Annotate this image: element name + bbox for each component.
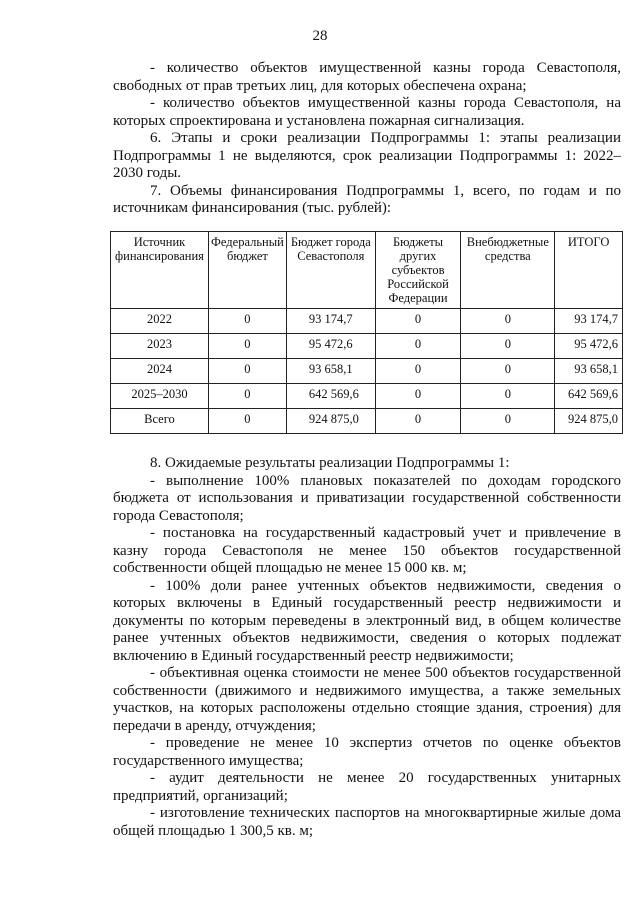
table-cell: 0 (461, 384, 555, 409)
table-cell: 0 (208, 309, 286, 334)
table-cell: 924 875,0 (286, 409, 375, 434)
table-cell: 2024 (111, 359, 209, 384)
table-cell: 2025–2030 (111, 384, 209, 409)
paragraph-registry-digitization: - 100% доли ранее учтенных объектов недвижимости, сведения о которых включены в Единый государственный реестр недвижимости и документы по которым переведены в электронный вид, в общем количестве ранее учтенных объектов недвижимости, сведения о которых подлежат включению в Единый государственный реестр недвижимости; (113, 577, 621, 664)
paragraph-fire-alarm-objects: - количество объектов имущественной казны города Севастополя, на которых спроектирована и установлена пожарная сигнализация. (113, 95, 621, 129)
table-cell: 93 658,1 (286, 359, 375, 384)
table-cell: 93 658,1 (555, 359, 623, 384)
paragraph-expertise: - проведение не менее 10 экспертиз отчетов по оценке объектов государственного имущества; (113, 735, 621, 769)
header-city-budget: Бюджет города Севастополя (286, 232, 375, 309)
table-header-row (111, 232, 623, 309)
table-cell: 95 472,6 (555, 334, 623, 359)
table-cell: 93 174,7 (286, 309, 375, 334)
table-cell: 0 (375, 384, 461, 409)
paragraph-valuation: - объективная оценка стоимости не менее 500 объектов государственной собственности (движимого и недвижимого имущества, а также земельных участков, на которых расположены отдельно стоящие здания, строения) для передачи в аренду, отчуждения; (113, 665, 621, 734)
paragraph-stages-terms: 6. Этапы и сроки реализации Подпрограммы 1: этапы реализации Подпрограммы 1 не выделяются, срок реализации Подпрограммы 1: 2022–2030 годы. (113, 130, 621, 181)
table-cell: 2022 (111, 309, 209, 334)
table-cell: 0 (208, 334, 286, 359)
table-cell: 0 (375, 309, 461, 334)
paragraph-expected-results: 8. Ожидаемые результаты реализации Подпрограммы 1: (150, 455, 510, 471)
header-other-subjects: Бюджеты других субъектов Российской Федерации (375, 232, 461, 309)
table-cell: Всего (111, 409, 209, 434)
table-cell: 0 (461, 409, 555, 434)
table-cell: 0 (461, 359, 555, 384)
table-cell: 0 (461, 334, 555, 359)
table-cell: 924 875,0 (555, 409, 623, 434)
table-row (111, 384, 623, 409)
paragraph-tech-passports: - изготовление технических паспортов на многоквартирные жилые дома общей площадью 1 300,5 кв. м; (113, 805, 621, 839)
paragraph-audit: - аудит деятельности не менее 20 государственных унитарных предприятий, организаций; (113, 770, 621, 804)
table-cell: 2023 (111, 334, 209, 359)
table-cell: 642 569,6 (555, 384, 623, 409)
top-text-block (113, 60, 621, 218)
bottom-text-block (113, 455, 621, 840)
paragraph-budget-income: - выполнение 100% плановых показателей по доходам городского бюджета от использования и приватизации государственной собственности города Севастополя; (113, 472, 621, 524)
table-row (111, 309, 623, 334)
header-source: Источник финансирования (111, 232, 209, 309)
paragraph-cadastral-registration: - постановка на государственный кадастровый учет и привлечение в казну города Севастополя не менее 150 объектов государственной собственности общей площадью не менее 15 000 кв. м; (113, 525, 621, 576)
table-cell: 0 (208, 359, 286, 384)
table-cell: 0 (461, 309, 555, 334)
table-row (111, 359, 623, 384)
table-cell: 0 (375, 409, 461, 434)
table-cell: 0 (375, 359, 461, 384)
page-number: 28 (312, 28, 328, 44)
table-cell: 0 (208, 409, 286, 434)
table-cell: 93 174,7 (555, 309, 623, 334)
paragraph-financing-volumes: 7. Объемы финансирования Подпрограммы 1, всего, по годам и по источникам финансирования (тыс. рублей): (113, 182, 621, 216)
table-cell: 0 (208, 384, 286, 409)
financing-table (110, 231, 623, 434)
header-total: ИТОГО (555, 232, 623, 309)
header-federal: Федеральный бюджет (208, 232, 286, 309)
table-cell: 0 (375, 334, 461, 359)
table-cell: 95 472,6 (286, 334, 375, 359)
table-row (111, 334, 623, 359)
header-extrabudgetary: Внебюджетные средства (461, 232, 555, 309)
paragraph-security-objects: - количество объектов имущественной казны города Севастополя, свободных от прав третьих лиц, для которых обеспечена охрана; (113, 60, 621, 94)
table-row-total (111, 409, 623, 434)
table-cell: 642 569,6 (286, 384, 375, 409)
